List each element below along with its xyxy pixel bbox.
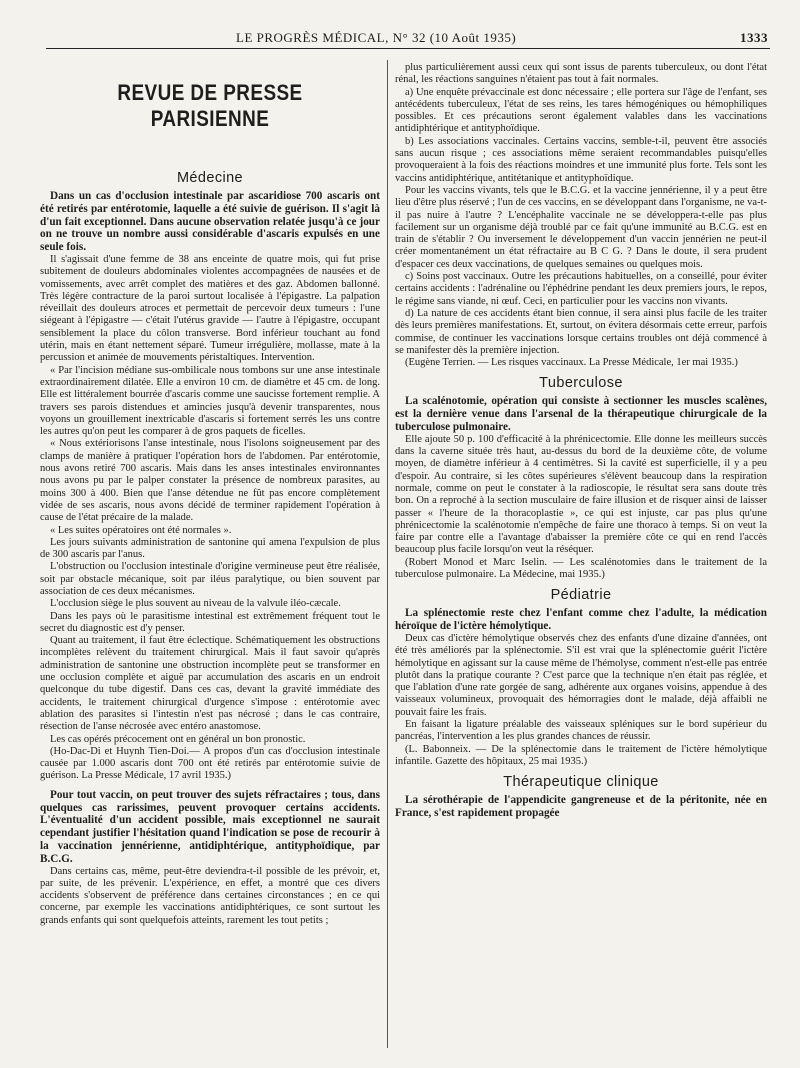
section-title-medecine: Médecine xyxy=(176,170,244,186)
paragraph: d) La nature de ces accidents étant bien connue, il sera ainsi plus facile de les traiter dès leurs premières manifestations. Et, surtout, on évitera désormais cette erreur, parfois commise, de continuer les vaccinations lorsque certains troubles ont déjà commencé à se manifester dès la première injection. xyxy=(395,307,767,356)
paragraph: Dans les pays où le parasitisme intestinal est extrêmement fréquent tout le secret du diagnostic est d'y penser. xyxy=(40,610,380,634)
running-header xyxy=(46,26,770,49)
lead-paragraph: La scalénotomie, opération qui consiste à sectionner les muscles scalènes, est la dernière venue dans l'arsenal de la thérapeutique chirurgicale de la tuberculose pulmonaire. xyxy=(395,395,767,434)
source-citation: (Eugène Terrien. — Les risques vaccinaux. La Presse Médicale, 1er mai 1935.) xyxy=(405,357,738,369)
page-number: 1333 xyxy=(740,30,768,45)
right-column xyxy=(395,62,767,1050)
paragraph: « Nous extériorisons l'anse intestinale, nous l'isolons soigneusement par des clamps de manière à pratiquer l'opération hors de l'abdomen. Par entérotomie, nous avons retiré 700 ascaris. Mais dans les anses intestinales environnantes nous avons pu par le palper constater la présence de nombreux parasites, au moins 300 à 400. Bien que l'anse détendue ne fût pas encore complètement vidée de ses ascaris, nous avons décidé de terminer rapidement l'opération à cause de l'état précaire de la malade. xyxy=(40,438,380,524)
paragraph: « Par l'incision médiane sus-ombilicale nous tombons sur une anse intestinale extraordinairement dilatée. Elle a environ 10 cm. de diamètre et 45 cm. de long. Elle est littéralement bourrée d'ascaris comme une saucisse fortement remplie. A travers ses parois distendues et amincies jusqu'à devenir transparentes, nous voyons un grouillement inextricable d'ascaris si fortement serrés les uns contre les autres qu'on peut les comparer à de gros paquets de ficelles. xyxy=(40,364,380,438)
paragraph: Quant au traitement, il faut être éclectique. Schématiquement les obstructions incomplètes relèvent du traitement chirurgical. Mais il faut savoir qu'après administration de santonine une obstruction incomplète peut se transformer en une occlusion complète et aiguë par accumulation des ascaris en un endroit quelconque du tube digestif. Dans ces cas, devant la gravité immédiate des accidents, le traitement chirurgical d'urgence s'impose : entérotomie avec ablation des parasites si l'intestin n'est pas nécrosé ; dans le cas contraire, résection de l'anse nécrosée avec entéro anastomose. xyxy=(40,635,380,733)
source-citation: (Robert Monod et Marc Iselin. — Les scalénotomies dans le traitement de la tuberculose pulmonaire. La Médecine, mai 1935.) xyxy=(395,556,767,581)
lead-paragraph: Pour tout vaccin, on peut trouver des sujets réfractaires ; tous, dans quelques cas rarissimes, peuvent provoquer certains accidents. L'éventualité d'un accident possible, mais exceptionnel ne saurait cependant justifier l'hésitation quand l'indication se pose de recourir à la vaccination jennérienne, antidiphtérique, antityphoïdique, par B.C.G. xyxy=(40,788,380,865)
lead-paragraph: Dans un cas d'occlusion intestinale par ascaridiose 700 ascaris ont été retirés par entérotomie, laquelle a été suivie de guérison. Il s'agit là d'un fait exceptionnel. Dans aucune observation relatée jusqu'à ce jour on ne trouve un nombre aussi considérable d'ascaris expulsés en une seule fois. xyxy=(40,190,380,254)
source-citation: (L. Babonneix. — De la splénectomie dans le traitement de l'ictère hémolytique infantile. Gazette des hôpitaux, 25 mai 1935.) xyxy=(395,743,767,767)
lead-paragraph: La splénectomie reste chez l'enfant comme chez l'adulte, la médication héroïque de l'ictère hémolytique. xyxy=(395,607,767,633)
paragraph: Dans certains cas, même, peut-être deviendra-t-il possible de les prévoir, et, par suite, de les prévenir. L'expérience, en effet, a montré que ces divers accidents s'observent de préférence dans certaines circonstances ; en ce qui concerne, par exemple les vaccinations antidiphtériques, ce sont surtout les grands enfants qui sont quelquefois atteints, rarement les tout petits ; xyxy=(40,865,380,926)
running-title: LE PROGRÈS MÉDICAL, N° 32 (10 Août 1935) xyxy=(236,30,517,45)
paragraph: c) Soins post vaccinaux. Outre les précautions habituelles, on a conseillé, pour éviter certains accidents : l'adrénaline ou l'éphédrine pendant les deux premiers jours, le repos, le régime sans viande, ni œuf. Ceci, en particulier pour les vaccins non vivants. xyxy=(395,271,767,307)
paragraph: b) Les associations vaccinales. Certains vaccins, semble-t-il, peuvent être associés sans aucun risque ; ces associations même seraient recommandables puisqu'elles provoqueraient à la fois des réactions moindres et une immunité plus forte. Tels sont les vaccins antidiphtérique, antitétanique et antityphoïdique. xyxy=(395,135,767,184)
paragraph: Il s'agissait d'une femme de 38 ans enceinte de quatre mois, qui fut prise subitement de douleurs abdominales violentes accompagnées de nausées et de vomissements, avec arrêt complet des matières et des gaz. Abdomen ballonné. Très légère contracture de la paroi surtout localisée à l'épigastre. La palpation réveillait des douleurs atroces et permettait de percevoir deux tumeurs : l'une siégeant à l'épigastre — c'était l'utérus gravide — l'autre à l'épigastre, occupant sensiblement la place du côlon transverse. Bord inférieur touchant au fond utérin, mais en étant nettement séparé. Tumeur irrégulière, mollasse, mate à la percussion et animée de mouvements péristaltiques. Intervention. xyxy=(40,253,380,364)
column-divider xyxy=(387,60,388,1048)
lead-paragraph: La sérothérapie de l'appendicite gangreneuse et de la péritonite, née en France, s'est rapidement propagée xyxy=(395,794,767,820)
paragraph: Pour les vaccins vivants, tels que le B.C.G. et la vaccine jennérienne, il y a peut être lieu d'être plus réservé ; l'un de ces vaccins, en se développant dans l'organisme, ne va-t-il pas nuire à l'autre ? L'encéphalite vaccinale ne se développera-t-elle pas plus facilement sur un organisme déjà troublé par ce fait qu'une immunité au B.C.G. est en train de s'établir ? Ou inversement le développement d'un vaccin jennérien ne peut-il créer momentanément un état réfractaire au B C G. ? Dans le doute, il sera prudent d'espacer ces deux vaccinations, de quelques semaines ou quelques mois. xyxy=(395,184,767,270)
paragraph: L'obstruction ou l'occlusion intestinale d'origine vermineuse peut être réalisée, soit par obstacle mécanique, soit par iléus paralytique, ou bien souvent par association de ces deux mécanismes. xyxy=(40,561,380,597)
left-column xyxy=(40,62,380,1050)
section-title-tuberculose: Tuberculose xyxy=(539,375,623,392)
section-title-pediatrie: Pédiatrie xyxy=(550,587,612,604)
paragraph: Les jours suivants administration de santonine qui amena l'expulsion de plus de 300 ascaris par l'anus. xyxy=(40,536,380,561)
paragraph: a) Une enquête prévaccinale est donc nécessaire ; elle portera sur l'âge de l'enfant, ses antécédents tuberculeux, l'état de ses reins, les tares hémogéniques ou hémophiliques possibles. Et ces précautions seront également valables dans les vaccinations antidiphtérique et antityphoïdique. xyxy=(395,86,767,135)
paragraph: Elle ajoute 50 p. 100 d'efficacité à la phrénicectomie. Elle donne les meilleurs succès dans la caverne située très haut, au-dessus du bord de la deuxième côte, de volume moyen, de diamètre inférieur à 4 centimètres. Si la cavité est superficielle, il y a peu d'espoir. Au contraire, si les côtes supérieures s'élèvent beaucoup dans la respiration normale, comme on peut le constater à la radioscopie, le résultat sera sans doute très bon. On a reproché à la section musculaire de faire illusion et de risquer ainsi de laisser passer « l'heure de la thoracoplastie », ce qui est injuste, car pas plus qu'une phrénicectomie la scalénotomie n'empêche de faire une thoraco à temps. Si on veut la faire par contre elle a l'avantage d'abaisser la première côte ce qui en rend l'accès beaucoup plus facile lorsqu'on veut la réséquer. xyxy=(395,433,767,556)
source-citation: (Ho-Dac-Di et Huynh Tien-Doi.— A propos d'un cas d'occlusion intestinale causée par 1.000 ascaris dont 700 ont été retirés par entérotomie suivie de guérison. La Presse Médicale, 17 avril 1935.) xyxy=(40,745,380,782)
paragraph: « Les suites opératoires ont été normales ». xyxy=(50,524,232,536)
paragraph: Les cas opérés précocement ont en général un bon pronostic. xyxy=(50,733,306,745)
paragraph: Deux cas d'ictère hémolytique observés chez des enfants d'une dizaine d'années, ont été très améliorés par la splénectomie. S'il est vrai que la splénectomie guérit l'ictère hémolytique en agissant sur la cause même de l'hémolyse, comment n'est-elle pas entrée plutôt dans la pratique courante ? C'est parce que la technique n'en était pas réglée, et que l'ablation d'une rate gorgée de sang, adhérente aux organes voisins, appendue à des vaisseaux volumineux, provoquait des hémorragies dont le malade, déjà affaibli ne pouvait faire les frais. xyxy=(395,632,767,718)
masthead: REVUE DE PRESSE PARISIENNE xyxy=(117,80,303,131)
paragraph: plus particulièrement aussi ceux qui sont issus de parents tuberculeux, ou dont l'état rénal, les réactions sanguines n'étaient pas tout à fait normales. xyxy=(395,62,767,86)
section-title-therapeutique: Thérapeutique clinique xyxy=(503,774,659,791)
paragraph: En faisant la ligature préalable des vaisseaux spléniques sur le bord supérieur du pancréas, l'intervention a les plus grandes chances de réussir. xyxy=(395,719,767,743)
paragraph: L'occlusion siège le plus souvent au niveau de la valvule iléo-cæcale. xyxy=(50,598,341,610)
